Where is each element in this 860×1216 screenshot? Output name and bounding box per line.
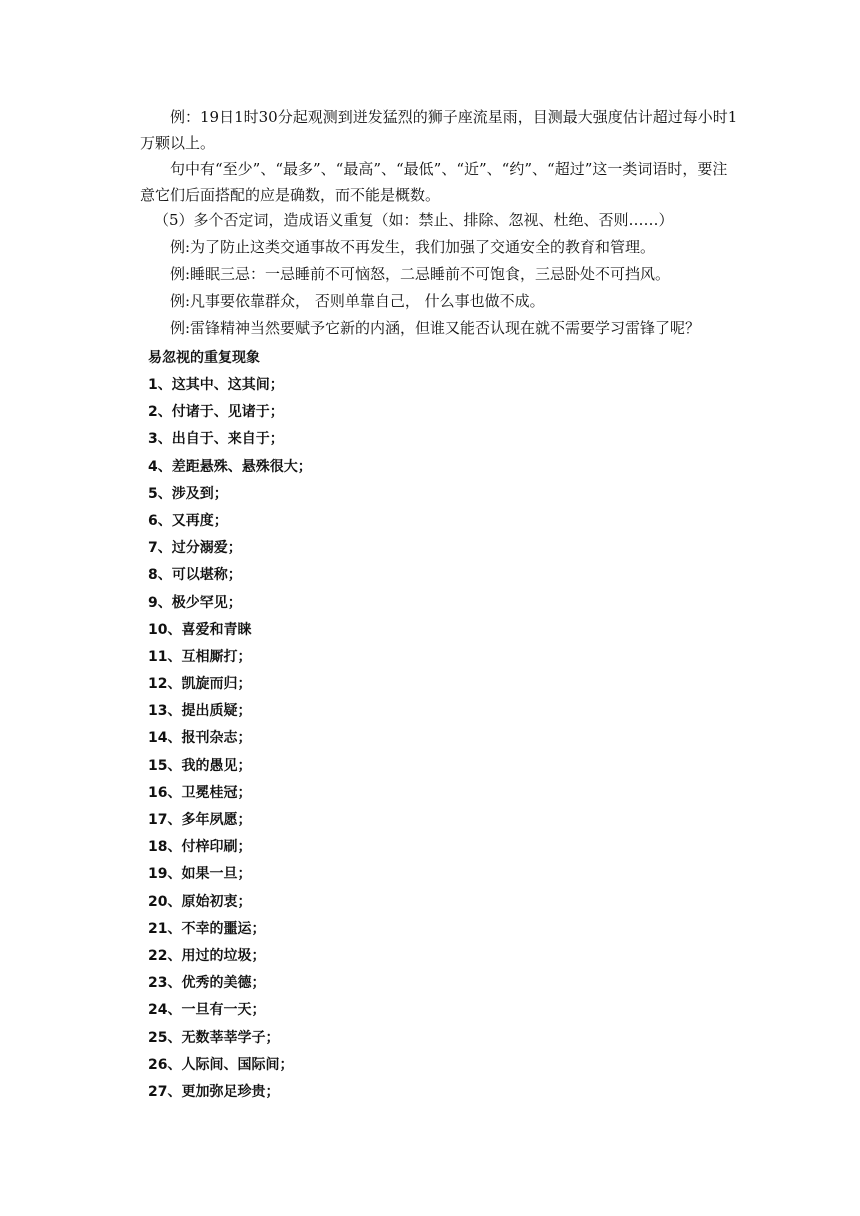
list-item: 21、不幸的噩运； <box>148 920 266 937</box>
example-line: 例:为了防止这类交通事故不再发生，我们加强了交通安全的教育和管理。 <box>170 238 656 256</box>
list-item: 4、差距悬殊、悬殊很大； <box>148 458 312 475</box>
list-item: 12、凯旋而归； <box>148 676 252 693</box>
list-item: 25、无数莘莘学子； <box>148 1029 280 1046</box>
list-item: 2、付诸于、见诸于； <box>148 404 284 421</box>
list-item: 26、人际间、国际间； <box>148 1056 294 1073</box>
list-item: 7、过分溺爱； <box>148 540 242 557</box>
list-item: 5、涉及到； <box>148 485 228 502</box>
list-item: 14、报刊杂志； <box>148 730 252 747</box>
list-item: 16、卫冕桂冠； <box>148 784 252 801</box>
list-item: 22、用过的垃圾； <box>148 947 266 964</box>
example-paragraph: 例：19日1时30分起观测到迸发猛烈的狮子座流星雨，目测最大强度估计超过每小时1万颗以上。 <box>140 108 738 152</box>
list-item: 23、优秀的美德； <box>148 975 266 992</box>
note-paragraph: 句中有“至少”、“最多”、“最高”、“最低”、“近”、“约”、“超过”这一类词语时，要注意它们后面搭配的应是确数，而不能是概数。 <box>140 160 728 204</box>
example-line: 例:凡事要依靠群众， 否则单靠自己， 什么事也做不成。 <box>170 292 545 310</box>
list-item: 18、付梓印刷； <box>148 839 252 856</box>
list-item: 24、一旦有一天； <box>148 1002 266 1019</box>
repetition-list <box>148 375 312 1109</box>
list-item: 15、我的愚见； <box>148 757 252 774</box>
list-item: 6、又再度； <box>148 512 228 529</box>
section-5-subheading: （5）多个否定词，造成语义重复（如：禁止、排除、忽视、杜绝、否则……） <box>154 211 674 229</box>
list-item: 1、这其中、这其间； <box>148 377 284 393</box>
list-item: 13、提出质疑； <box>148 703 252 720</box>
example-line: 例:雷锋精神当然要赋予它新的内涵，但谁又能否认现在就不需要学习雷锋了呢？ <box>170 319 701 337</box>
list-item: 3、出自于、来自于； <box>148 431 284 448</box>
example-line: 例:睡眠三忌：一忌睡前不可恼怒，二忌睡前不可饱食，三忌卧处不可挡风。 <box>170 265 671 283</box>
list-item: 10、喜爱和青睐 <box>148 621 252 638</box>
section-title: 易忽视的重复现象 <box>148 350 260 366</box>
list-item: 11、互相厮打； <box>148 648 252 665</box>
list-item: 8、可以堪称； <box>148 567 242 584</box>
list-item: 9、极少罕见； <box>148 594 242 611</box>
list-item: 20、原始初衷； <box>148 893 252 910</box>
list-item: 27、更加弥足珍贵； <box>148 1083 280 1100</box>
list-item: 19、如果一旦； <box>148 866 252 883</box>
list-item: 17、多年夙愿； <box>148 812 252 828</box>
